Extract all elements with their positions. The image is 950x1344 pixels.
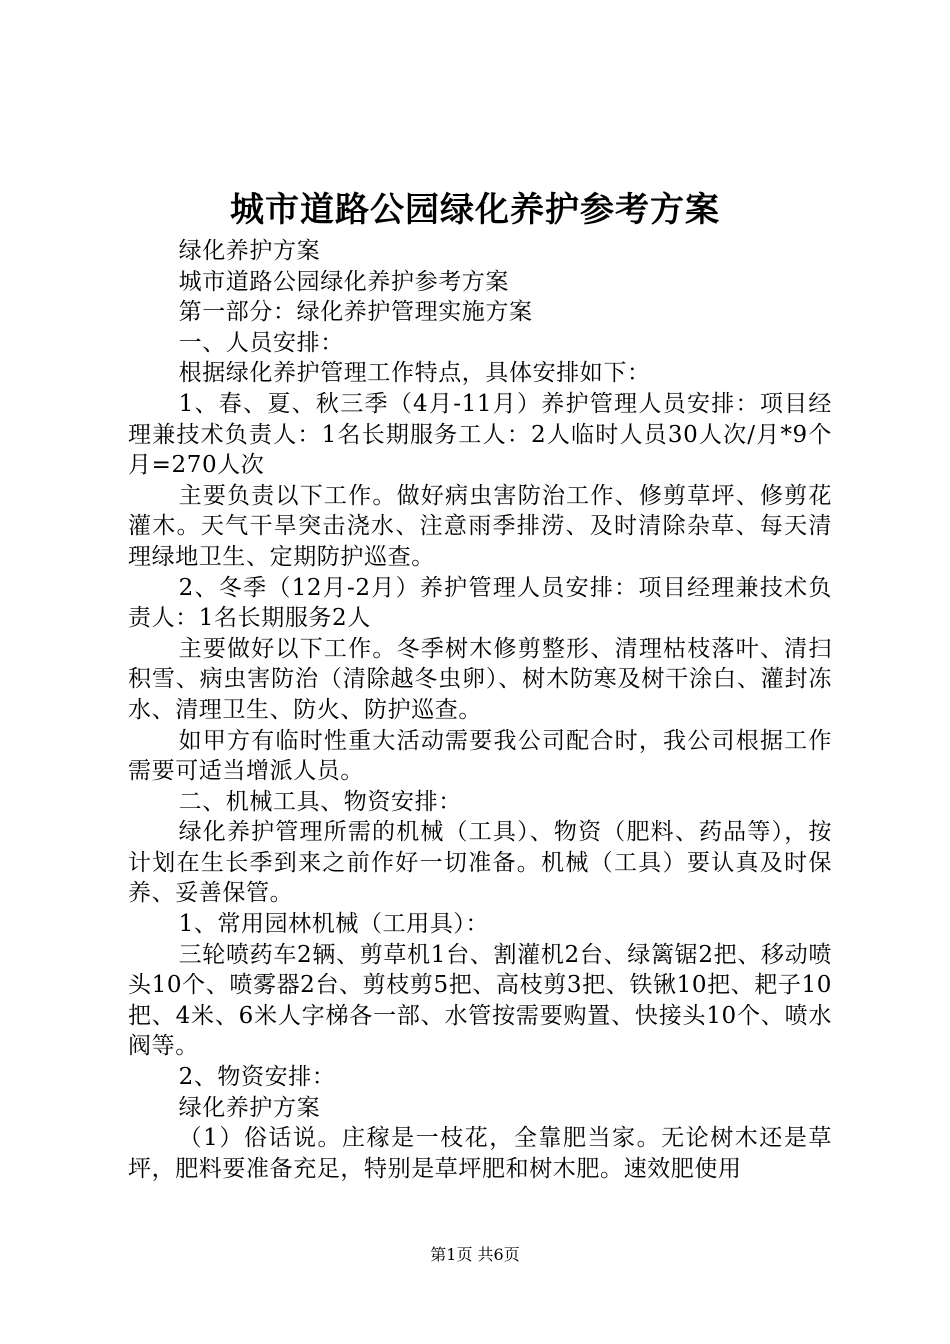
document-title: 城市道路公园绿化养护参考方案 bbox=[230, 190, 720, 230]
document-body bbox=[128, 236, 832, 1184]
paragraph: 三轮喷药车2辆、剪草机1台、割灌机2台、绿篱锯2把、移动喷头10个、喷雾器2台、剪枝剪5把、高枝剪3把、铁锹10把、耙子10把、4米、6米人字梯各一部、水管按需要购置、快接头10个、喷水阀等。 bbox=[128, 941, 832, 1060]
paragraph: 如甲方有临时性重大活动需要我公司配合时，我公司根据工作需要可适当增派人员。 bbox=[128, 727, 832, 785]
section-heading: 一、人员安排： bbox=[178, 329, 344, 356]
paragraph: 1、常用园林机械（工用具）： bbox=[178, 911, 490, 938]
paragraph: 主要做好以下工作。冬季树木修剪整形、清理枯枝落叶、清扫积雪、病虫害防治（清除越冬虫卵）、树木防寒及树干涂白、灌封冻水、清理卫生、防火、防护巡查。 bbox=[128, 635, 832, 723]
paragraph: 2、物资安排： bbox=[178, 1064, 336, 1091]
paragraph: 主要负责以下工作。做好病虫害防治工作、修剪草坪、修剪花灌木。天气干旱突击浇水、注意雨季排涝、及时清除杂草、每天清理绿地卫生、定期防护巡查。 bbox=[128, 482, 832, 570]
section-heading: 二、机械工具、物资安排： bbox=[178, 788, 462, 815]
paragraph: 2、冬季（12月-2月）养护管理人员安排：项目经理兼技术负责人：1名长期服务2人 bbox=[128, 574, 832, 632]
paragraph: 第一部分：绿化养护管理实施方案 bbox=[178, 299, 533, 326]
paragraph: 绿化养护方案 bbox=[178, 238, 321, 264]
paragraph: 城市道路公园绿化养护参考方案 bbox=[178, 268, 509, 295]
paragraph: 1、春、夏、秋三季（4月-11月）养护管理人员安排：项目经理兼技术负责人：1名长期服务工人：2人临时人员30人次/月*9个月=270人次 bbox=[128, 390, 832, 479]
page-number-footer: 第1页 共6页 bbox=[430, 1245, 520, 1264]
paragraph: （1）俗话说。庄稼是一枝花，全靠肥当家。无论树木还是草坪，肥料要准备充足，特别是草坪肥和树木肥。速效肥使用 bbox=[128, 1125, 832, 1182]
paragraph: 绿化养护管理所需的机械（工具）、物资（肥料、药品等），按计划在生长季到来之前作好一切准备。机械（工具）要认真及时保养、妥善保管。 bbox=[128, 819, 832, 907]
paragraph: 绿化养护方案 bbox=[178, 1094, 321, 1121]
paragraph: 根据绿化养护管理工作特点，具体安排如下： bbox=[178, 360, 651, 387]
